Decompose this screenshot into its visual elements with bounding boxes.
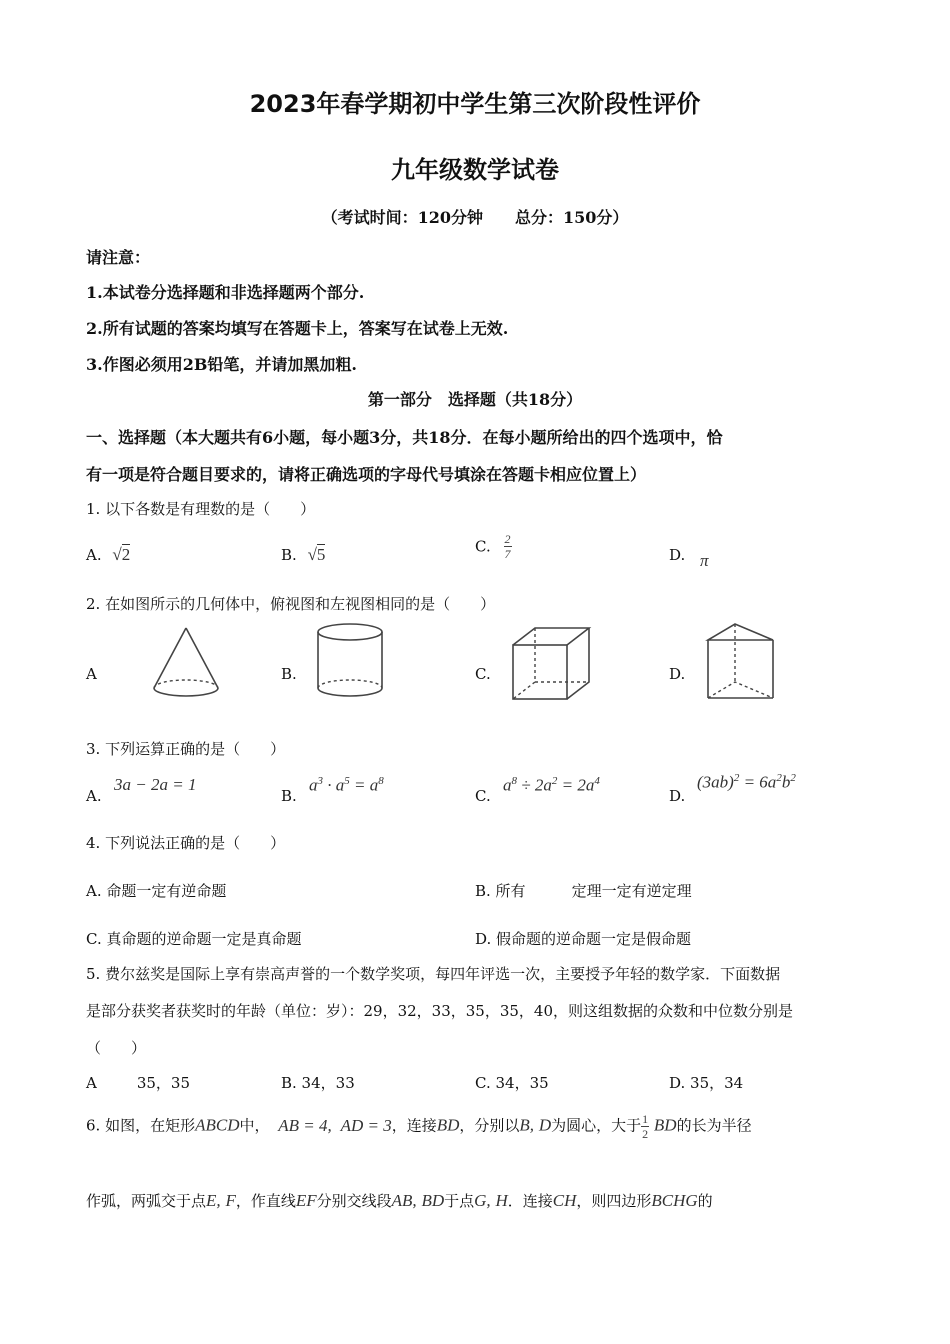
q4-option-c[interactable]: C. 真命题的逆命题一定是真命题 (86, 930, 302, 948)
section-instructions: 一、选择题（本大题共有6小题，每小题3分，共18分．在每小题所给出的四个选项中，恰 (86, 428, 723, 447)
expression: 3a − 2a = 1 (114, 775, 197, 794)
q4-option-d[interactable]: D. 假命题的逆命题一定是假命题 (475, 930, 692, 948)
q1-option-a[interactable] (86, 545, 130, 565)
notice-item: 1.本试卷分选择题和非选择题两个部分. (86, 283, 365, 302)
triangular-prism-icon (705, 622, 777, 702)
pi-symbol: π (700, 551, 709, 570)
q3-option-c[interactable] (475, 775, 665, 805)
cube-icon (510, 625, 592, 703)
question-5-stem: （ ） (86, 1039, 147, 1057)
notice-item: 2.所有试题的答案均填写在答题卡上，答案写在试卷上无效. (86, 319, 509, 338)
option-text: 定理一定有逆定理 (571, 882, 692, 900)
q1-option-d[interactable] (669, 545, 709, 570)
sqrt-expression: √5 (307, 545, 326, 564)
question-6-stem: 6. 如图，在矩形ABCD中， AB = 4, AD = 3，连接BD，分别以B, D为圆心，大于 $\frac{1}{2}$ BD的长为半径 (86, 1112, 752, 1141)
q4-option-b[interactable] (475, 880, 692, 901)
option-label: B. (281, 787, 297, 805)
notice-item: 3.作图必须用2B铅笔，并请加黑加粗. (86, 355, 357, 374)
expression: $a^3 \cdot a^5 = a^8$ (309, 775, 384, 795)
question-3-stem: 3. 下列运算正确的是（ ） (86, 740, 286, 758)
q2-option-d[interactable]: D. (669, 665, 686, 683)
q5-option-c[interactable]: C. 34，35 (475, 1074, 549, 1092)
option-text: B. 所有 (475, 882, 526, 900)
question-5-stem: 是部分获奖者获奖时的年龄（单位：岁）：29，32，33，35，35，40，则这组数据的众数和中位数分别是 (86, 1002, 794, 1020)
exam-info: （考试时间：120分钟 总分：150分） (321, 208, 629, 227)
question-4-stem: 4. 下列说法正确的是（ ） (86, 834, 286, 852)
q3-option-a[interactable] (86, 775, 266, 805)
option-label: D. (669, 787, 686, 805)
option-label: C. (475, 537, 491, 556)
expression: $a^8 \div 2a^2 = 2a^4$ (503, 775, 600, 795)
option-label: A. (86, 546, 102, 564)
option-label: A (86, 1074, 97, 1092)
q2-option-b[interactable]: B. (281, 665, 297, 683)
part1-heading: 第一部分 选择题（共18分） (367, 390, 583, 409)
page-subtitle: 九年级数学试卷 (391, 156, 559, 184)
page-title: 2023年春学期初中学生第三次阶段性评价 (249, 90, 701, 118)
cylinder-icon (315, 622, 387, 702)
q1-option-b[interactable] (281, 545, 325, 565)
question-2-stem: 2. 在如图所示的几何体中，俯视图和左视图相同的是（ ） (86, 595, 496, 613)
notice-heading: 请注意： (86, 248, 151, 267)
option-label: A. (86, 787, 102, 805)
section-instructions: 有一项是符合题目要求的，请将正确选项的字母代号填涂在答题卡相应位置上） (86, 465, 647, 484)
option-label: C. (475, 787, 491, 805)
cone-icon (150, 625, 225, 700)
q3-option-d[interactable] (669, 772, 869, 805)
fraction: $\frac{1}{2}$ (642, 1112, 649, 1141)
expression: $(3ab)^2 = 6a^2b^2$ (697, 772, 796, 792)
question-5-stem: 5. 费尔兹奖是国际上享有崇高声誉的一个数学奖项，每四年评选一次，主要授予年轻的数学家．下面数据 (86, 965, 781, 983)
sqrt-expression: √2 (112, 545, 131, 564)
q2-option-a[interactable]: A (86, 665, 97, 683)
q5-option-a[interactable] (86, 1072, 190, 1093)
q5-option-d[interactable]: D. 35，34 (669, 1074, 744, 1092)
question-6-stem: 作弧，两弧交于点E, F，作直线EF分别交线段AB, BD于点G, H．连接CH，则四边形BCHG的 (86, 1191, 713, 1210)
q3-option-b[interactable] (281, 775, 461, 805)
fraction: $\frac{2}{7}$ (504, 532, 511, 561)
q1-option-c[interactable] (475, 532, 512, 561)
option-label: D. (669, 546, 686, 564)
question-1-stem: 1. 以下各数是有理数的是（ ） (86, 500, 316, 518)
option-text: 35，35 (136, 1074, 191, 1092)
q4-option-a[interactable]: A. 命题一定有逆命题 (86, 882, 227, 900)
q5-option-b[interactable]: B. 34，33 (281, 1074, 355, 1092)
option-label: B. (281, 546, 297, 564)
q2-option-c[interactable]: C. (475, 665, 491, 683)
